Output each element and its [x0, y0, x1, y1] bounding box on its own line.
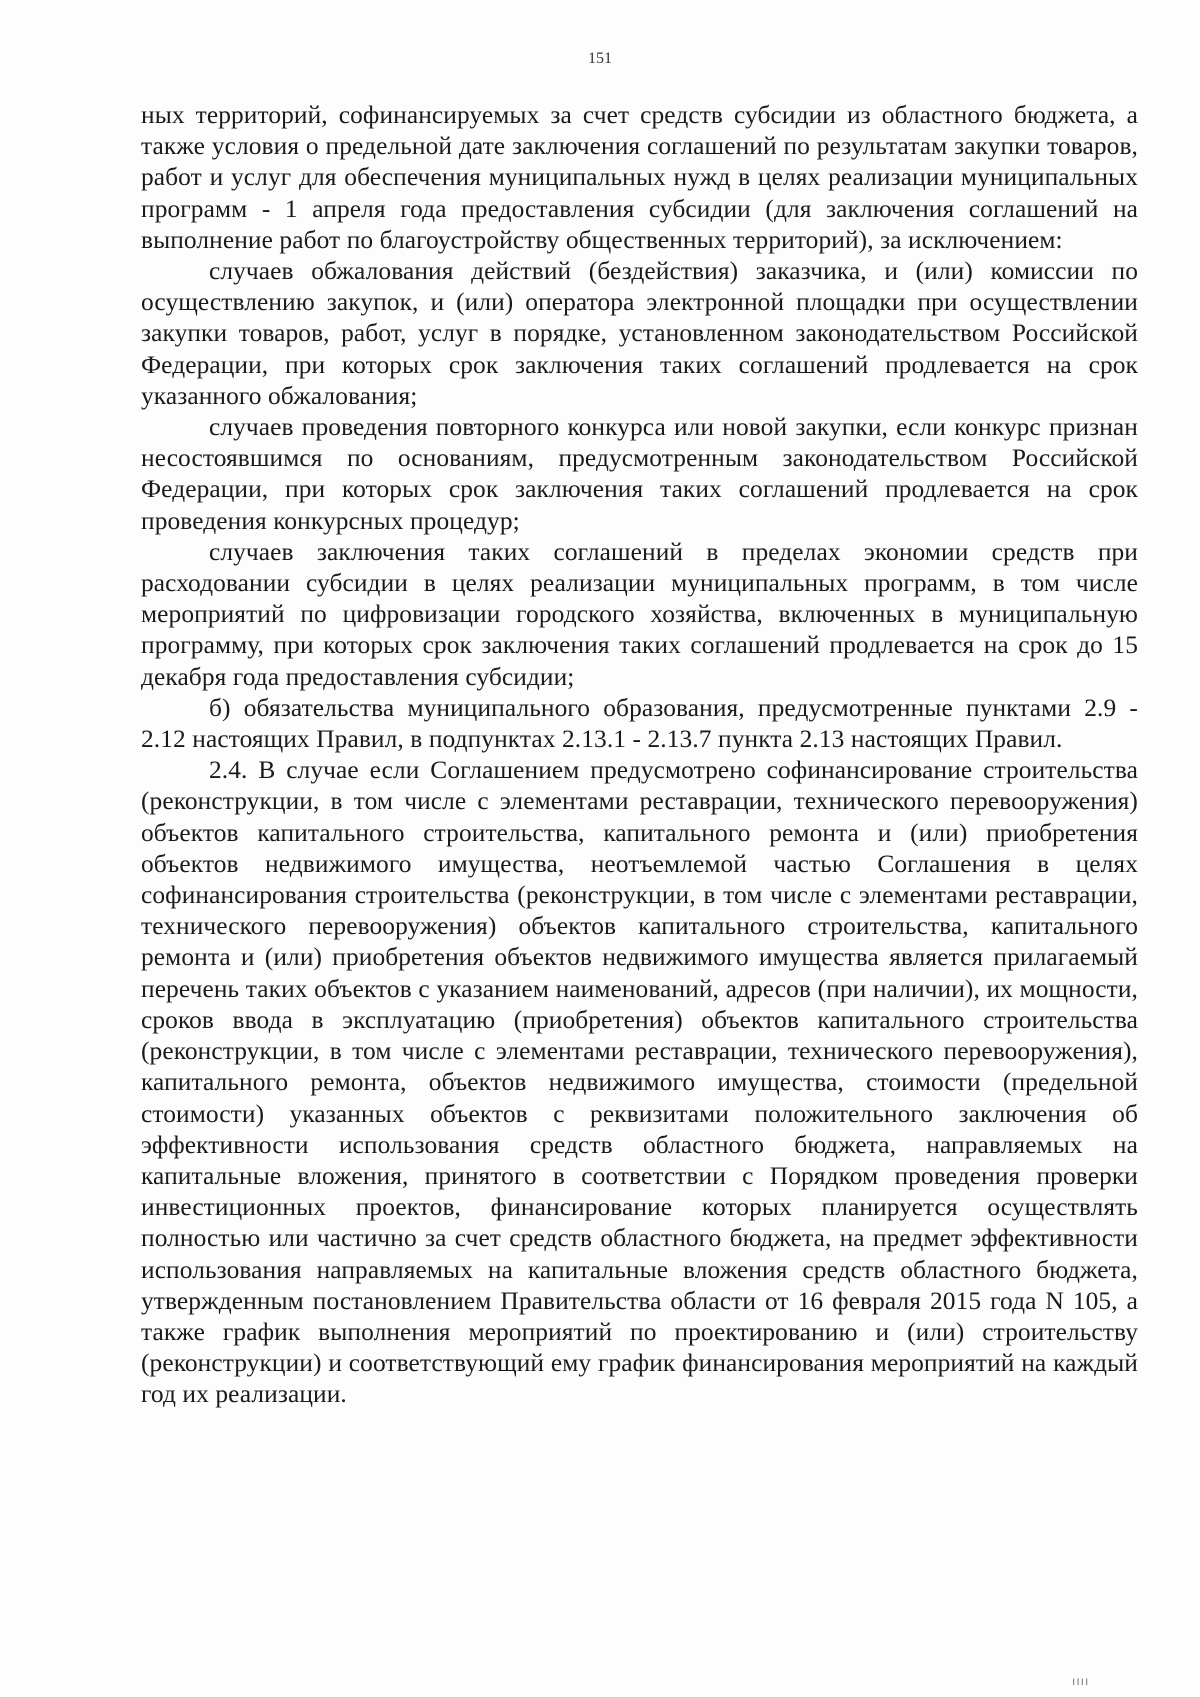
paragraph-repeat-tender-exception: случаев проведения повторного конкурса или новой закупки, если конкурс признан несостоявшимся по основаниям, предусмотренным законодательством Российской Федерации, при которых срок заключения таких соглашений продлевается на срок проведения конкурсных процедур; [141, 413, 1138, 535]
paragraph-appeal-exception: случаев обжалования действий (бездействия) заказчика, и (или) комиссии по осуществлению закупок, и (или) оператора электронной площадки при осуществлении закупки товаров, работ, услуг в порядке, установленном законодательством Российской Федерации, при которых срок заключения таких соглашений продлевается на срок указанного обжалования; [141, 257, 1138, 410]
paragraph-intro: ных территорий, софинансируемых за счет средств субсидии из областного бюджета, а также условия о предельной дате заключения соглашений по результатам закупки товаров, работ и услуг для обеспечения муниципальных нужд в целях реализации муниципальных программ - 1 апреля года предоставления субсидии (для заключения соглашений на выполнение работ по благоустройству общественных территорий), за исключением: [141, 101, 1138, 254]
document-body [141, 100, 1138, 1411]
scan-corner-mark: ıııı [1072, 1674, 1090, 1688]
page-number: 151 [588, 50, 612, 67]
paragraph-obligations: б) обязательства муниципального образования, предусмотренные пунктами 2.9 - 2.12 настоящих Правил, в подпунктах 2.13.1 - 2.13.7 пункта 2.13 настоящих Правил. [141, 693, 1138, 754]
paragraph-savings-exception: случаев заключения таких соглашений в пределах экономии средств при расходовании субсидии в целях реализации муниципальных программ, в том числе мероприятий по цифровизации городского хозяйства, включенных в муниципальную программу, при которых срок заключения таких соглашений продлевается на срок до 15 декабря года предоставления субсидии; [141, 537, 1138, 691]
paragraph-section-2-4: 2.4. В случае если Соглашением предусмотрено софинансирование строительства (реконструкции, в том числе с элементами реставрации, технического перевооружения) объектов капитального строительства, капитального ремонта и (или) приобретения объектов недвижимого имущества, неотъемлемой частью Соглашения в целях софинансирования строительства (реконструкции, в том числе с элементами реставрации, технического перевооружения) объектов капитального строительства, капитального ремонта и (или) приобретения объектов недвижимого имущества является прилагаемый перечень таких объектов с указанием наименований, адресов (при наличии), их мощности, сроков ввода в эксплуатацию (приобретения) объектов капитального строительства (реконструкции, в том числе с элементами реставрации, технического перевооружения), капитального ремонта, объектов недвижимого имущества, стоимости (предельной стоимости) указанных объектов с реквизитами положительного заключения об эффективности использования средств областного бюджета, направляемых на капитальные вложения, принятого в соответствии с Порядком проведения проверки инвестиционных проектов, финансирование которых планируется осуществлять полностью или частично за счет средств областного бюджета, на предмет эффективности использования направляемых на капитальные вложения средств областного бюджета, утвержденным постановлением Правительства области от 16 февраля 2015 года N 105, а также график выполнения мероприятий по проектированию и (или) строительству (реконструкции) и соответствующий ему график финансирования мероприятий на каждый год их реализации. [141, 756, 1138, 1409]
